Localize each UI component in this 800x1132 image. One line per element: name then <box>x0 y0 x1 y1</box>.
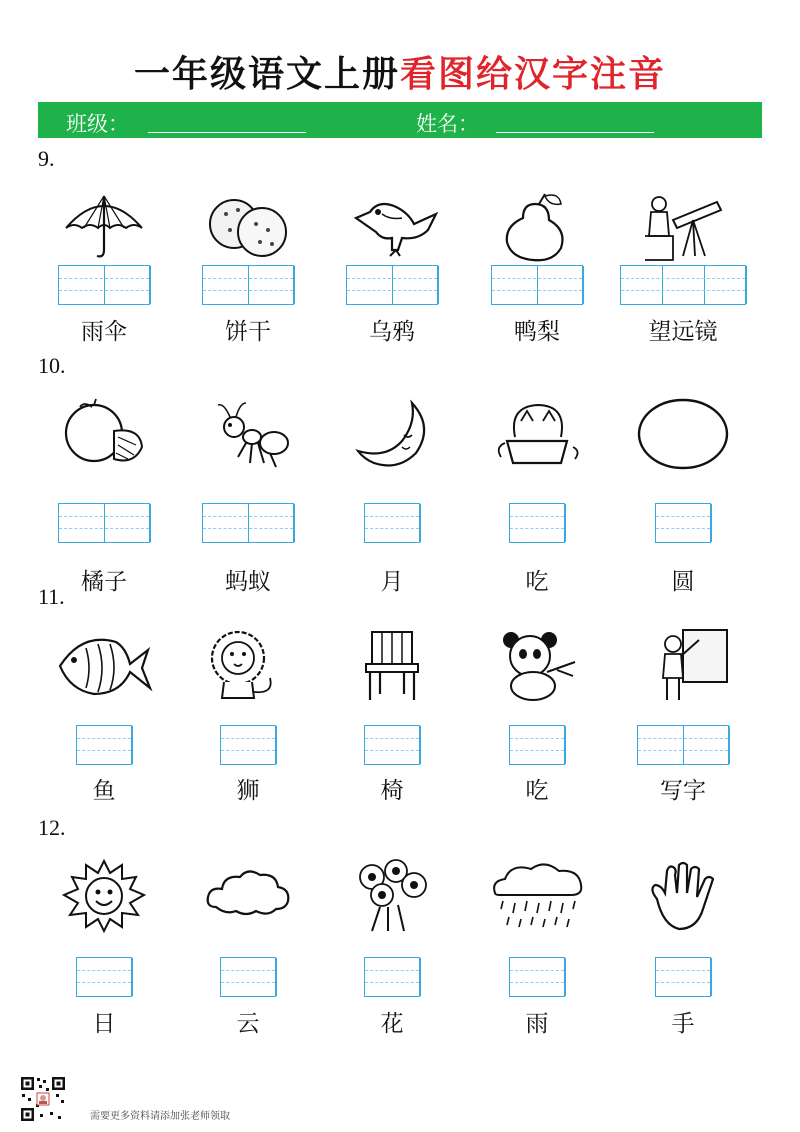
pinyin-cell[interactable] <box>705 266 747 304</box>
pinyin-cell[interactable] <box>538 266 584 304</box>
biscuits-icon <box>198 190 298 264</box>
hanzi-word: 花 <box>380 1011 404 1037</box>
hanzi-word: 雨伞 <box>81 319 127 345</box>
guide-line <box>365 970 419 971</box>
pinyin-writing-grid[interactable] <box>202 265 294 305</box>
guide-line <box>221 750 275 751</box>
hanzi-word: 鱼 <box>92 778 116 804</box>
section-number: 10. <box>38 353 66 378</box>
pinyin-cell[interactable] <box>105 266 151 304</box>
guide-line <box>365 528 419 529</box>
guide-line <box>203 516 293 517</box>
pinyin-cell[interactable] <box>221 726 277 764</box>
pinyin-cell[interactable] <box>105 504 151 542</box>
guide-line <box>656 516 710 517</box>
guide-line <box>365 982 419 983</box>
pinyin-cell[interactable] <box>656 504 712 542</box>
sun-icon <box>54 859 154 933</box>
pinyin-cell[interactable] <box>365 504 421 542</box>
pinyin-cell[interactable] <box>684 726 730 764</box>
pinyin-cell[interactable] <box>59 266 105 304</box>
pinyin-cell[interactable] <box>656 958 712 996</box>
hanzi-word: 吃 <box>525 778 549 804</box>
guide-line <box>221 970 275 971</box>
guide-line <box>621 278 745 279</box>
pinyin-cell[interactable] <box>510 504 566 542</box>
pinyin-cell[interactable] <box>365 726 421 764</box>
guide-line <box>656 528 710 529</box>
pinyin-writing-grid[interactable] <box>58 265 150 305</box>
pinyin-writing-grid[interactable] <box>620 265 746 305</box>
crow-icon <box>342 190 442 264</box>
pinyin-cell[interactable] <box>249 504 295 542</box>
hanzi-word: 椅 <box>380 778 404 804</box>
cloud-icon <box>198 859 298 933</box>
cat-eating-icon <box>487 397 587 471</box>
hanzi-word: 乌鸦 <box>369 319 415 345</box>
page-title <box>0 46 800 97</box>
pinyin-cell[interactable] <box>492 266 538 304</box>
pinyin-writing-grid[interactable] <box>509 725 565 765</box>
pear-icon <box>487 190 587 264</box>
guide-line <box>77 738 131 739</box>
footer-note: 需要更多资料请添加张老师领取 <box>90 1111 230 1122</box>
pinyin-writing-grid[interactable] <box>655 957 711 997</box>
hanzi-word: 狮 <box>236 778 260 804</box>
circle-icon <box>633 397 733 471</box>
info-banner <box>38 102 762 138</box>
pinyin-cell[interactable] <box>59 504 105 542</box>
guide-line <box>77 750 131 751</box>
guide-line <box>59 290 149 291</box>
hanzi-word: 月 <box>380 569 404 595</box>
title-part-main: 一年级语文上册 <box>133 53 400 95</box>
pinyin-cell[interactable] <box>663 266 705 304</box>
guide-line <box>59 516 149 517</box>
hand-icon <box>633 859 733 933</box>
guide-line <box>510 528 564 529</box>
guide-line <box>638 750 728 751</box>
class-label: 班级： <box>66 112 129 136</box>
fish-icon <box>54 628 154 702</box>
pinyin-cell[interactable] <box>77 726 133 764</box>
pinyin-cell[interactable] <box>510 958 566 996</box>
lion-icon <box>198 628 298 702</box>
flowers-icon <box>342 859 442 933</box>
pinyin-cell[interactable] <box>347 266 393 304</box>
pinyin-writing-grid[interactable] <box>364 725 420 765</box>
pinyin-writing-grid[interactable] <box>346 265 438 305</box>
hanzi-word: 鸭梨 <box>514 319 560 345</box>
guide-line <box>510 982 564 983</box>
qr-code-icon <box>20 1076 66 1122</box>
section-number: 9. <box>38 146 55 171</box>
pinyin-cell[interactable] <box>638 726 684 764</box>
hanzi-word: 饼干 <box>225 319 271 345</box>
title-part-highlight: 看图给汉字注音 <box>400 53 667 95</box>
guide-line <box>221 982 275 983</box>
rain-icon <box>487 859 587 933</box>
child-writing-icon <box>633 628 733 702</box>
pinyin-writing-grid[interactable] <box>76 957 132 997</box>
umbrella-icon <box>54 190 154 264</box>
pinyin-writing-grid[interactable] <box>364 503 420 543</box>
chair-icon <box>342 628 442 702</box>
guide-line <box>638 738 728 739</box>
pinyin-writing-grid[interactable] <box>509 503 565 543</box>
class-input-line[interactable] <box>148 132 306 133</box>
pinyin-cell[interactable] <box>77 958 133 996</box>
pinyin-writing-grid[interactable] <box>58 503 150 543</box>
pinyin-writing-grid[interactable] <box>637 725 729 765</box>
pinyin-writing-grid[interactable] <box>364 957 420 997</box>
guide-line <box>510 738 564 739</box>
pinyin-cell[interactable] <box>510 726 566 764</box>
moon-icon <box>342 397 442 471</box>
hanzi-word: 日 <box>92 1011 116 1037</box>
hanzi-word: 圆 <box>671 569 695 595</box>
guide-line <box>621 290 745 291</box>
hanzi-word: 云 <box>236 1011 260 1037</box>
pinyin-cell[interactable] <box>621 266 663 304</box>
pinyin-cell[interactable] <box>203 504 249 542</box>
pinyin-writing-grid[interactable] <box>509 957 565 997</box>
hanzi-word: 雨 <box>525 1011 549 1037</box>
pinyin-cell[interactable] <box>203 266 249 304</box>
guide-line <box>59 528 149 529</box>
hanzi-word: 橘子 <box>81 569 127 595</box>
guide-line <box>365 516 419 517</box>
guide-line <box>203 290 293 291</box>
pinyin-cell[interactable] <box>249 266 295 304</box>
pinyin-writing-grid[interactable] <box>220 957 276 997</box>
guide-line <box>365 738 419 739</box>
pinyin-writing-grid[interactable] <box>491 265 583 305</box>
guide-line <box>77 982 131 983</box>
name-input-line[interactable] <box>496 132 654 133</box>
guide-line <box>59 278 149 279</box>
guide-line <box>492 290 582 291</box>
guide-line <box>203 528 293 529</box>
guide-line <box>510 516 564 517</box>
panda-eating-icon <box>487 628 587 702</box>
guide-line <box>656 982 710 983</box>
pinyin-writing-grid[interactable] <box>655 503 711 543</box>
pinyin-cell[interactable] <box>365 958 421 996</box>
guide-line <box>365 750 419 751</box>
orange-icon <box>54 397 154 471</box>
guide-line <box>203 278 293 279</box>
hanzi-word: 写字 <box>660 778 706 804</box>
section-number: 11. <box>38 584 65 609</box>
guide-line <box>347 278 437 279</box>
guide-line <box>221 738 275 739</box>
pinyin-writing-grid[interactable] <box>202 503 294 543</box>
name-label: 姓名： <box>416 112 479 136</box>
guide-line <box>510 750 564 751</box>
guide-line <box>656 970 710 971</box>
guide-line <box>77 970 131 971</box>
ant-icon <box>198 397 298 471</box>
hanzi-word: 望远镜 <box>648 319 718 345</box>
pinyin-writing-grid[interactable] <box>220 725 276 765</box>
hanzi-word: 手 <box>671 1011 695 1037</box>
pinyin-writing-grid[interactable] <box>76 725 132 765</box>
section-number: 12. <box>38 815 66 840</box>
guide-line <box>492 278 582 279</box>
guide-line <box>510 970 564 971</box>
pinyin-cell[interactable] <box>393 266 439 304</box>
guide-line <box>347 290 437 291</box>
telescope-icon <box>633 190 733 264</box>
hanzi-word: 蚂蚁 <box>225 569 271 595</box>
hanzi-word: 吃 <box>525 569 549 595</box>
pinyin-cell[interactable] <box>221 958 277 996</box>
